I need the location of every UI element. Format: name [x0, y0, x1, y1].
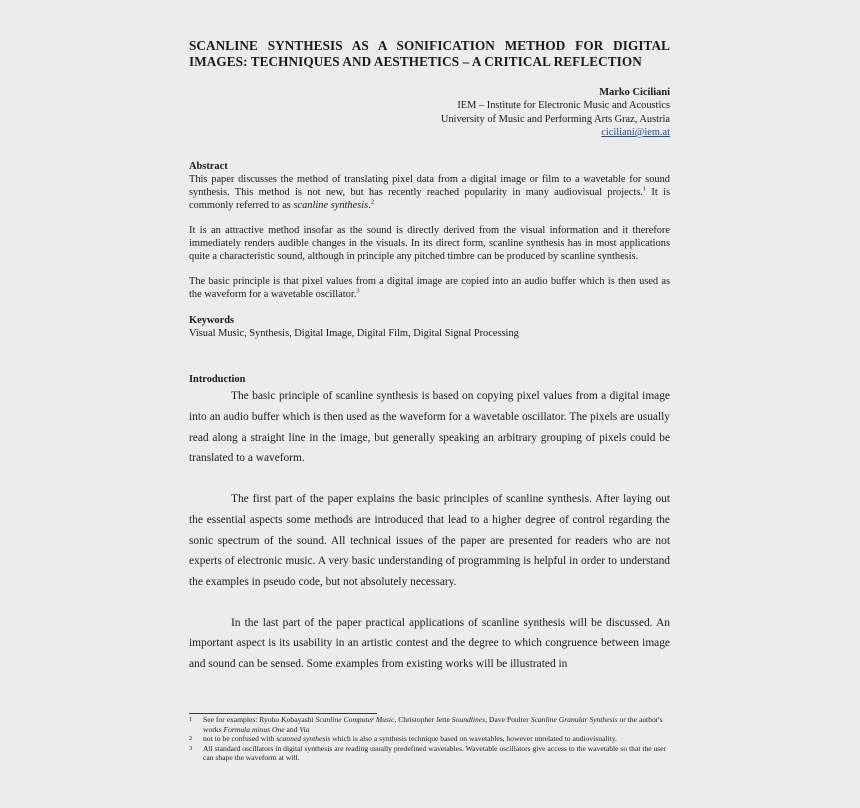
footnote-text: See for examples: Ryoho Kobayashi Scanline Computer Music, Christopher Jette Soundlines, Dave Poulter Scanline Granular Synthesis or the author's works Formula minus One and Via	[203, 715, 663, 734]
keywords-text: Visual Music, Synthesis, Digital Image, Digital Film, Digital Signal Processing	[189, 327, 519, 339]
footnotes	[189, 715, 670, 763]
footnote-text: All standard oscillators in digital synthesis are reading usually predefined wavetables. Wavetable oscillators give access to the wavetable so that the user can shape the waveform at will.	[203, 743, 667, 763]
author-affiliation-2: University of Music and Performing Arts Graz, Austria	[440, 113, 670, 125]
footnote-ref-2[interactable]: 2	[370, 198, 375, 206]
introduction-section	[189, 374, 670, 675]
author-block	[189, 86, 670, 139]
introduction-paragraph-2: The first part of the paper explains the basic principles of scanline synthesis. After laying out the essential aspects some methods are introduced that lead to a higher degree of control regarding the sonic spectrum of the sound. All technical issues of the paper are presented for readers who are not experts of electronic music. A very basic understanding of programming is helpful in order to understand the examples in pseudo code, but not absolutely necessary.	[189, 493, 670, 588]
paper-page	[160, 0, 700, 808]
footnote-divider	[189, 713, 377, 714]
footnote-number: 2	[189, 735, 193, 743]
abstract-p1-text-2: It is commonly referred to as	[189, 186, 670, 211]
footnote-ref-1[interactable]: 1	[642, 185, 647, 193]
footnote-2	[189, 734, 670, 744]
abstract-p1-text: This paper discusses the method of translating pixel data from a digital image or film to a wavetable for sound synthesis. This method is not new, but has recently reached popularity in many audiovisual projects.	[189, 173, 670, 198]
abstract-paragraph-1	[189, 174, 670, 212]
abstract-p1-italic: scanline synthesis	[293, 199, 369, 211]
author-affiliation-1: IEM – Institute for Electronic Music and Acoustics	[457, 100, 670, 112]
footnote-number: 3	[189, 744, 193, 752]
abstract-p1-end: .	[368, 199, 371, 211]
introduction-heading: Introduction	[189, 373, 246, 385]
author-name: Marko Ciciliani	[599, 87, 670, 98]
abstract-paragraph-2: It is an attractive method insofar as the sound is directly derived from the visual information and it therefore immediately renders audible changes in the visuals. In its direct form, scanline synthesis has in most applications quite a characteristic sound, although in principle any pitched timbre can be produced by scanline synthesis.	[189, 225, 670, 262]
paper-title: SCANLINE SYNTHESIS AS A SONIFICATION METHOD FOR DIGITAL IMAGES: TECHNIQUES AND AESTHETICS – A CRITICAL REFLECTION	[189, 38, 670, 69]
paper-content	[189, 38, 670, 675]
introduction-paragraph-1: The basic principle of scanline synthesis is based on copying pixel values from a digital image into an audio buffer which is then used as the waveform for a wavetable oscillator. The pixels are usually read along a straight line in the image, but generally speaking an arbitrary grouping of pixels could be translated to a waveform.	[189, 390, 670, 465]
footnote-3	[189, 744, 670, 763]
footnote-ref-3[interactable]: 3	[356, 287, 360, 295]
abstract-heading: Abstract	[189, 161, 228, 173]
abstract-p3-text: The basic principle is that pixel values from a digital image are copied into an audio buffer which is then used as the waveform for a wavetable oscillator.	[189, 276, 670, 301]
footnote-1	[189, 715, 670, 734]
author-email-link[interactable]: ciciliani@iem.at	[601, 126, 670, 138]
keywords-heading: Keywords	[189, 314, 235, 326]
introduction-paragraph-3: In the last part of the paper practical applications of scanline synthesis will be discussed. An important aspect is its usability in an artistic contest and the degree to which congruence between image and sound can be sensed. Some examples from existing works will be illustrated in	[189, 616, 670, 671]
abstract-paragraph-3	[189, 276, 670, 302]
abstract-section	[189, 161, 670, 302]
footnote-text: not to be confused with scanned synthesis which is also a synthesis technique based on wavetables, however unrelated to audiovisuality.	[203, 734, 617, 744]
footnote-number: 1	[189, 716, 193, 723]
keywords-section	[189, 315, 670, 341]
